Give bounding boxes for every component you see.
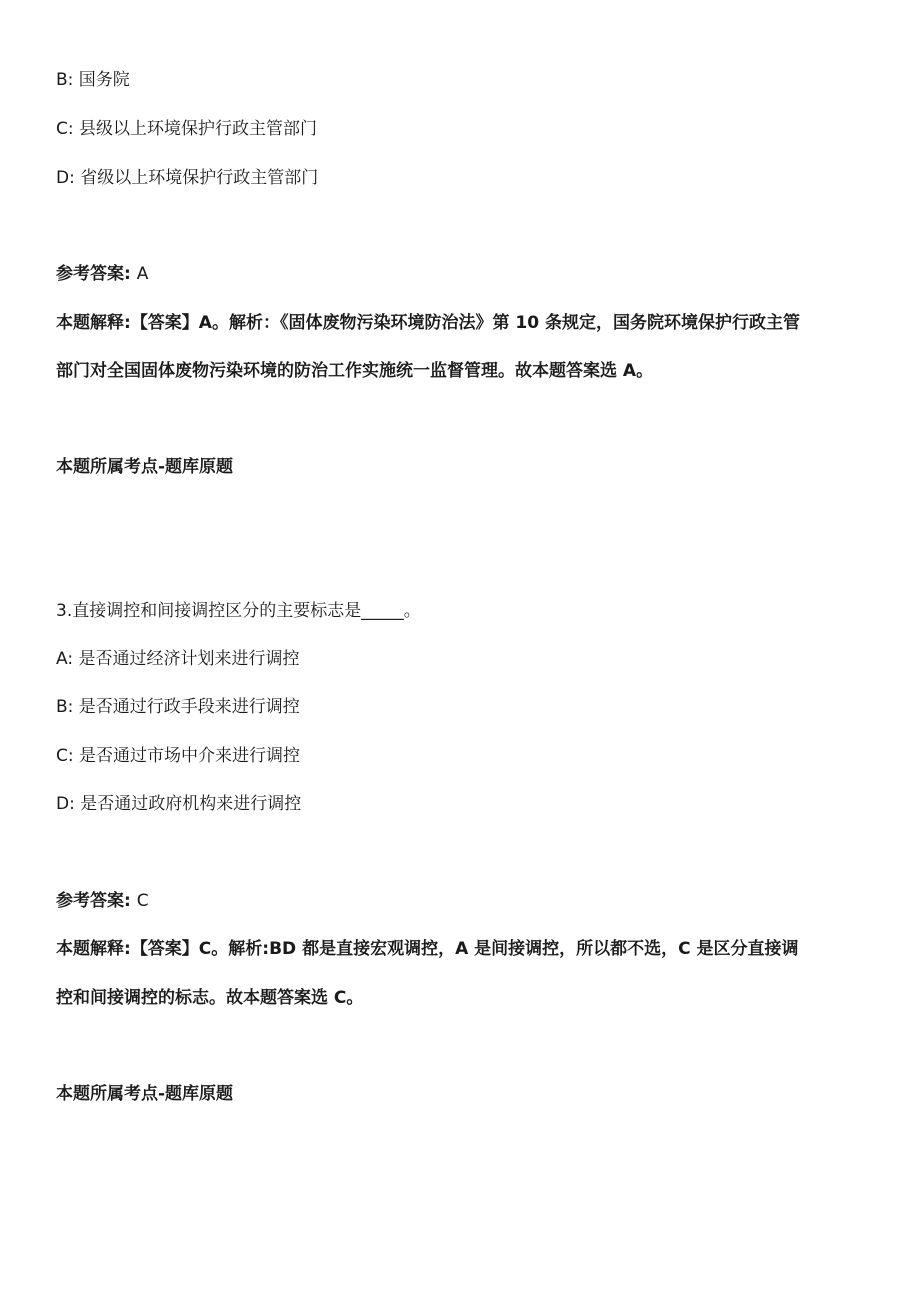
- q3-explanation-line1: [56, 937, 799, 961]
- q2-explanation-text1: 【答案】A。解析：《固体废物污染环境防治法》第 10 条规定，国务院环境保护行政主管: [130, 313, 800, 333]
- q3-option-b-text: 是否通过行政手段来进行调控: [78, 697, 300, 717]
- q2-option-d: [56, 166, 318, 190]
- q2-option-c-text: 县级以上环境保护行政主管部门: [79, 119, 318, 139]
- q2-explanation-label: 本题解释:: [56, 313, 131, 333]
- q3-option-d-text: 是否通过政府机构来进行调控: [80, 794, 302, 814]
- q3-answer: [56, 889, 149, 913]
- q2-answer: [56, 262, 148, 286]
- q2-explanation-line2: [56, 359, 653, 383]
- q2-option-b: [56, 68, 130, 92]
- q2-explanation-line1: [56, 311, 800, 335]
- q3-explanation-text1: 【答案】C。解析:BD 都是直接宏观调控，A 是间接调控，所以都不选，C 是区分直接调: [130, 939, 799, 959]
- q2-source: 本题所属考点-题库原题: [56, 457, 234, 477]
- q2-answer-value: A: [136, 264, 149, 284]
- q2-option-d-text: 省级以上环境保护行政主管部门: [80, 168, 319, 188]
- q3-option-c-text: 是否通过市场中介来进行调控: [79, 746, 301, 766]
- q3-source: 本题所属考点-题库原题: [56, 1084, 234, 1104]
- q3-option-a: [56, 647, 299, 671]
- q2-option-d-label: D:: [56, 168, 75, 188]
- q2-option-b-label: B:: [56, 70, 74, 90]
- q3-option-d-label: D:: [56, 794, 75, 814]
- q3-option-c: [56, 744, 300, 768]
- q3-option-c-label: C:: [56, 746, 74, 766]
- q3-answer-value: C: [136, 891, 149, 911]
- q2-option-b-text: 国务院: [78, 70, 130, 90]
- q2-answer-label: 参考答案:: [56, 264, 131, 284]
- q3-option-d: [56, 792, 301, 816]
- q3-answer-label: 参考答案:: [56, 891, 131, 911]
- q3-explanation-text2: 控和间接调控的标志。故本题答案选 C。: [56, 988, 364, 1008]
- q2-explanation-text2: 部门对全国固体废物污染环境的防治工作实施统一监督管理。故本题答案选 A。: [56, 361, 654, 381]
- q2-option-c: [56, 117, 317, 141]
- q3-option-b: [56, 695, 300, 719]
- q3-option-a-label: A:: [56, 649, 74, 669]
- q3-option-a-text: 是否通过经济计划来进行调控: [78, 649, 300, 669]
- q3-explanation-line2: [56, 986, 363, 1010]
- q3-stem: 3.直接调控和间接调控区分的主要标志是_____。: [56, 601, 421, 621]
- q2-option-c-label: C:: [56, 119, 74, 139]
- q3-explanation-label: 本题解释:: [56, 939, 131, 959]
- q3-option-b-label: B:: [56, 697, 74, 717]
